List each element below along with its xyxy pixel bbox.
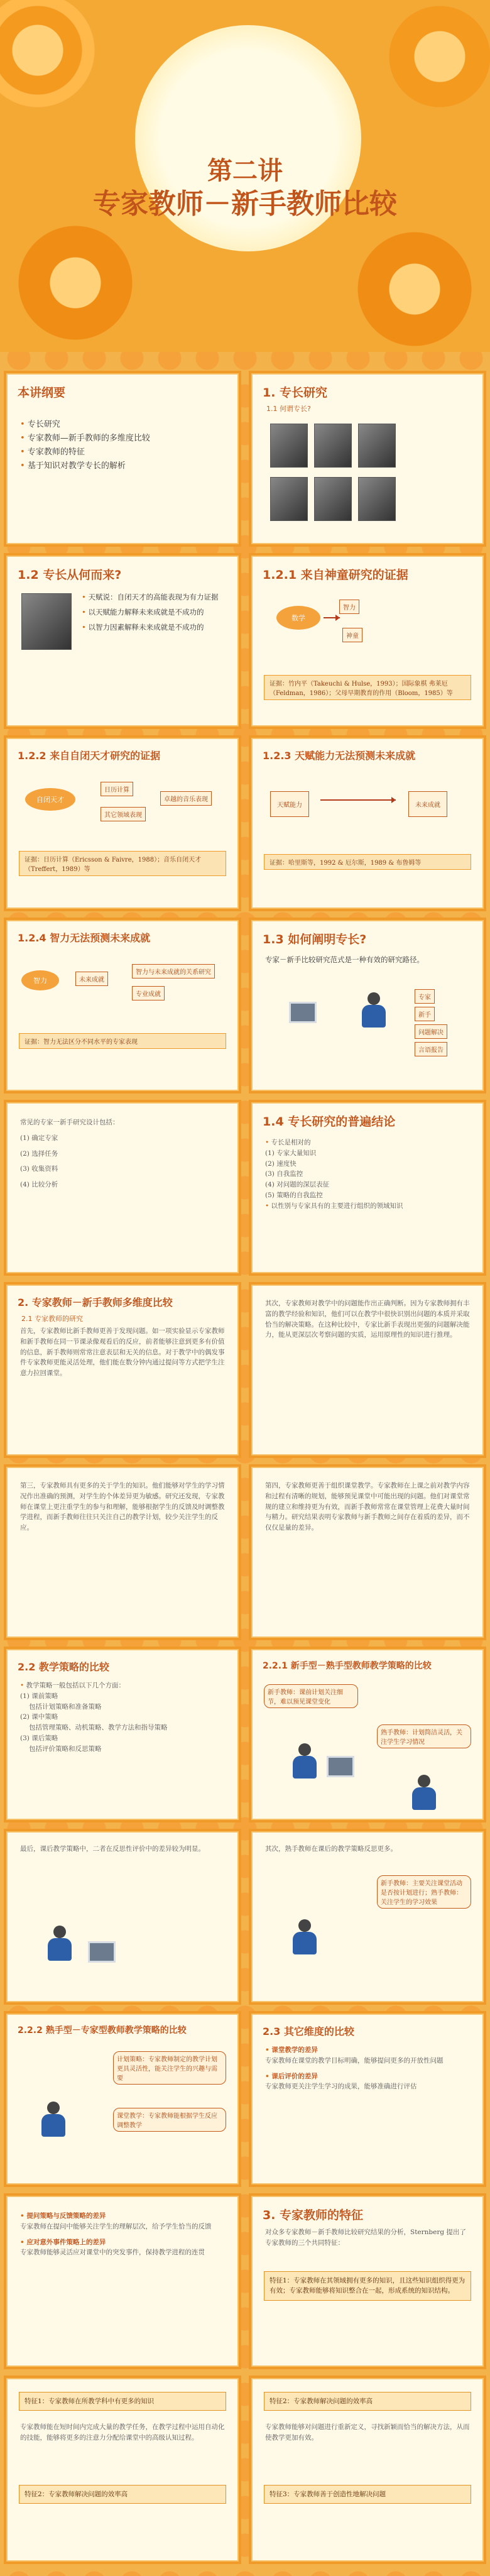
slide-text-3 <box>4 1464 241 1640</box>
feature-box: 特征2：专家教师解决问题的效率高 <box>19 2485 226 2504</box>
list-item: 包括管理策略、动机策略、教学方法和指导策略 <box>29 1724 168 1732</box>
slide-title: 2.2.1 新手型－熟手型教师教学策略的比较 <box>263 1661 432 1671</box>
einstein-photo <box>21 593 72 650</box>
list-item: (4) 对问题的深层表征 <box>265 1181 330 1189</box>
slide-question-feedback <box>4 2193 241 2369</box>
slide-text: 首先，专家教师比新手教师更善于发现问题。如一项实验显示专家教师和新手教师在同一节课录像观看后的反应，前者能够注意到更多有价值的信息，新手教师则常常注意表层和无关的信息。对于教学中的偶发事件专家教师更能灵活处理，他们能在数分钟内通过提问等方式把学生注意力拉回课堂。 <box>20 1327 225 1378</box>
slide-after-class-2 <box>249 1829 486 2005</box>
node-achievement: 未来成就 <box>75 972 108 986</box>
label: 言语报告 <box>415 1042 447 1056</box>
lecture-number: 第二讲 <box>207 156 283 185</box>
text-line: (3) 收集资料 <box>20 1165 58 1173</box>
slide-title: 1.4 专长研究的普遍结论 <box>263 1115 396 1129</box>
slide-text: 第四，专家教师更善于组织课堂教学。专家教师在上课之前对教学内容和过程有清晰的规划，能够预见课堂中可能出现的问题。他们对课堂常规的建立和维持更为有效，而新手教师常常在课堂管理上花费大量时间与精力。研究结果表明专家教师与新手教师之间存在着质的差异，而不仅仅是量的差异。 <box>265 1482 470 1532</box>
slide-title: 2.2 教学策略的比较 <box>18 1661 109 1673</box>
feature-box: 特征3：专家教师善于创造性地解决问题 <box>264 2485 471 2504</box>
speech-bubble: 熟手教师：计划简洁灵活，关注学生学习情况 <box>377 1724 471 1748</box>
list-item: 专家教师更关注学生学习的成果，能够准确进行评估 <box>265 2083 417 2091</box>
slide-conclusions <box>249 1100 486 1276</box>
slide-text: 最后，课后教学策略中，二者在反思性评价中的差异较为明显。 <box>20 1845 205 1853</box>
slide-where-from <box>4 553 241 729</box>
slide-feature-1 <box>4 2376 241 2564</box>
feature-box: 特征1：专家教师在其领域拥有更多的知识，且这些知识组织得更为有效；专家教师能够将知识整合在一起，形成系统的知识结构。 <box>264 2271 471 2301</box>
slide-design <box>4 1100 241 1276</box>
slide-text: 其次，熟手教师在课后的教学策略反思更多。 <box>265 1845 397 1853</box>
list-item: 专家教师在提问中能够关注学生的理解层次，给予学生恰当的反馈 <box>20 2222 212 2230</box>
list-item: (3) 自我监控 <box>265 1170 303 1178</box>
bullet-text: • 天赋说：自闭天才的高能表现为有力证据 <box>82 592 227 603</box>
slide-title: 1.2.3 天赋能力无法预测未来成就 <box>263 750 416 762</box>
list-item: • 应对意外事件策略上的差异 <box>20 2237 227 2248</box>
computer-icon <box>327 1756 354 1777</box>
outline-item: • 专家教师—新手教师的多维度比较 <box>20 432 227 445</box>
list-item: • 专长是相对的 <box>265 1137 472 1148</box>
person-icon <box>358 992 389 1030</box>
slide-text: 其次，专家教师对教学中的问题能作出正确判断。因为专家教师拥有丰富的教学经验和知识，他们可以在教学中很快识别出问题的本质并采取恰当的解决策略。在这种比较中，专家比新手表现出更强的问题解决能力，能从更深层次考察问题的实质，运用原理性的知识进行推理。 <box>265 1300 470 1339</box>
node-other: 其它领域表现 <box>101 807 146 821</box>
slide-text: 对众多专家教师－新手教师比较研究结果的分析，Sternberg 提出了专家教师的三个共同特征： <box>265 2228 466 2247</box>
slide-title: 1.2.2 来自自闭天才研究的证据 <box>18 750 161 762</box>
feature-box: 特征2：专家教师解决问题的效率高 <box>264 2392 471 2411</box>
evidence-note: 证据：智力无法区分不同水平的专家表现 <box>19 1033 226 1049</box>
arrow-icon <box>320 799 396 801</box>
slide-subtitle: 2.1 专家教师的研究 <box>21 1315 83 1323</box>
evidence-note: 证据：竹内平（Takeuchi & Hulse，1993）；国际象棋 弗莱厄（Feldman，1986）；父母早期教育的作用（Bloom，1985）等 <box>264 675 471 700</box>
slide-text: 专家教师能在短时间内完成大量的教学任务，在教学过程中运用自动化的技能，能够将更多的注意力分配给课堂中的高级认知过程。 <box>20 2423 225 2442</box>
node-intelligence: 智力 <box>339 600 359 614</box>
slide-title: 3. 专家教师的特征 <box>263 2208 364 2222</box>
slide-other-dims <box>249 2011 486 2187</box>
list-item: 包括评价策略和反思策略 <box>29 1745 102 1753</box>
researcher-photo <box>270 424 308 468</box>
evidence-note: 证据：哈里斯等，1992 & 厄尔斯，1989 & 布鲁姆等 <box>264 854 471 870</box>
researcher-photo <box>270 477 308 521</box>
list-item: 专家教师能够灵活应对课堂中的突发事件，保持教学进程的连贯 <box>20 2249 205 2257</box>
text-line: (4) 比较分析 <box>20 1181 58 1189</box>
slide-title: 1.2.4 智力无法预测未来成就 <box>18 932 151 944</box>
slide-title: 1.2 专长从何而来? <box>18 568 122 582</box>
slide-text: 专家－新手比较研究范式是一种有效的研究路径。 <box>265 955 424 964</box>
list-item: (2) 速度快 <box>265 1159 297 1168</box>
slide-strategy <box>4 1647 241 1822</box>
node-iq: 智力 <box>21 970 59 990</box>
outline-item: • 基于知识对教学专长的解析 <box>20 460 227 473</box>
teacher-icon <box>289 1919 320 1957</box>
slide-multidim <box>4 1282 241 1458</box>
slide-prodigy-evidence <box>249 553 486 729</box>
speech-bubble: 计划策略：专家教师制定的教学计划更具灵活性，能关注学生的兴趣与需要 <box>113 2051 226 2085</box>
label: 专家 <box>415 989 435 1004</box>
slide-after-class <box>4 1829 241 2005</box>
arrow-icon <box>324 617 340 618</box>
title-slide <box>0 0 490 352</box>
teacher-icon <box>408 1775 440 1812</box>
list-item: 包括计划策略和准备策略 <box>29 1702 102 1711</box>
list-item: • 课堂教学的差异 <box>265 2045 472 2056</box>
list-item: (5) 策略的自我监控 <box>265 1191 323 1199</box>
label: 新手 <box>415 1007 435 1021</box>
list-item: • 以性别与专家具有的主要进行组织的领域知识 <box>265 1201 472 1212</box>
list-item: • 教学策略一般包括以下几个方面： <box>20 1680 227 1691</box>
evidence-note: 证据：日历计算（Ericsson & Faivre，1988）；音乐自闭天才（Treffert，1989）等 <box>19 851 226 876</box>
list-item: (3) 课后策略 <box>20 1734 58 1742</box>
label: 问题解决 <box>415 1024 447 1039</box>
slide-iq-no-predict <box>4 918 241 1093</box>
node-prodigy: 神童 <box>342 628 362 642</box>
bullet-text: • 以天赋能力解释未来成就是不成功的 <box>82 607 227 618</box>
researcher-photo <box>314 424 352 468</box>
text-line: 常见的专家一新手研究设计包括： <box>20 1119 119 1126</box>
slide-title: 1.3 如何阐明专长? <box>263 933 367 946</box>
speech-bubble: 课堂教学：专家教师能根据学生反应调整教学 <box>113 2108 226 2132</box>
slide-title: 本讲纲要 <box>18 386 66 400</box>
slide-text: 第三，专家教师具有更多的关于学生的知识。他们能够对学生的学习情况作出准确的预测，对学生的个体差异更为敏感。研究还发现，专家教师在课堂上更注重学生的参与和理解，能够根据学生的反馈及时调整教学进程，而新手教师往往只关注自己的教学计划，较少关注学生的反应。 <box>20 1482 225 1532</box>
slide-expert-features <box>249 2193 486 2369</box>
slide-text-2 <box>249 1282 486 1458</box>
speech-bubble: 新手教师：主要关注课堂活动是否按计划进行；熟手教师：关注学生的学习效果 <box>377 1875 471 1909</box>
researcher-photo <box>314 477 352 521</box>
node-achievement: 未来成就 <box>408 791 447 817</box>
researcher-photo <box>358 477 396 521</box>
node-professional: 专业成就 <box>132 986 165 1000</box>
list-item: • 课后评价的差异 <box>265 2071 472 2082</box>
node-calendar: 日历计算 <box>101 782 133 796</box>
slide-novice-skilled <box>249 1647 486 1822</box>
slide-autism-evidence <box>4 735 241 911</box>
slide-title: 2.3 其它维度的比较 <box>263 2025 354 2037</box>
teacher-icon <box>289 1743 320 1781</box>
node-autism: 自闭天才 <box>25 788 75 811</box>
lecture-title: 专家教师－新手教师比较 <box>93 188 397 220</box>
computer-icon <box>88 1941 116 1963</box>
slide-subtitle: 1.1 何谓专长? <box>266 405 311 413</box>
node-music: 卓越的音乐表现 <box>160 791 212 806</box>
speech-bubble: 新手教师：课前计划关注细节，难以预见课堂变化 <box>264 1684 358 1708</box>
text-line: (2) 选择任务 <box>20 1149 58 1158</box>
slide-expertise-research <box>249 371 486 547</box>
feature-box: 特征1：专家教师在所教学科中有更多的知识 <box>19 2392 226 2411</box>
teacher-icon <box>38 2102 69 2139</box>
node-talent: 天赋能力 <box>270 791 309 817</box>
list-item: (1) 专家大量知识 <box>265 1149 317 1157</box>
slide-skilled-expert <box>4 2011 241 2187</box>
slide-how-explain <box>249 918 486 1093</box>
bullet-text: • 以智力因素解释未来成就是不成功的 <box>82 622 227 633</box>
slide-outline <box>4 371 241 547</box>
text-line: (1) 确定专家 <box>20 1134 58 1142</box>
teacher-icon <box>44 1926 75 1963</box>
slide-title: 2.2.2 熟手型－专家型教师教学策略的比较 <box>18 2025 187 2036</box>
slide-text: 专家教师能够对问题进行重新定义，寻找新颖而恰当的解决方法，从而使教学更加有效。 <box>265 2423 470 2442</box>
slide-title: 1.2.1 来自神童研究的证据 <box>263 568 408 582</box>
computer-icon <box>289 1002 317 1023</box>
list-item: (1) 课前策略 <box>20 1692 58 1700</box>
slide-feature-2 <box>249 2376 486 2564</box>
list-item: 专家教师在课堂的教学目标明确，能够提问更多的开放性问题 <box>265 2056 444 2064</box>
node-math: 数学 <box>276 606 320 630</box>
slide-talent-no-predict <box>249 735 486 911</box>
list-item: • 提问策略与反馈策略的差异 <box>20 2211 227 2222</box>
slide-text-4 <box>249 1464 486 1640</box>
node-relation: 智力与未来成就的关系研究 <box>132 964 215 978</box>
outline-item: • 专长研究 <box>20 419 227 431</box>
researcher-photo <box>358 424 396 468</box>
slide-title: 1. 专长研究 <box>263 386 328 400</box>
list-item: (2) 课中策略 <box>20 1713 58 1721</box>
outline-item: • 专家教师的特征 <box>20 446 227 459</box>
slide-title: 2. 专家教师－新手教师多维度比较 <box>18 1296 173 1308</box>
